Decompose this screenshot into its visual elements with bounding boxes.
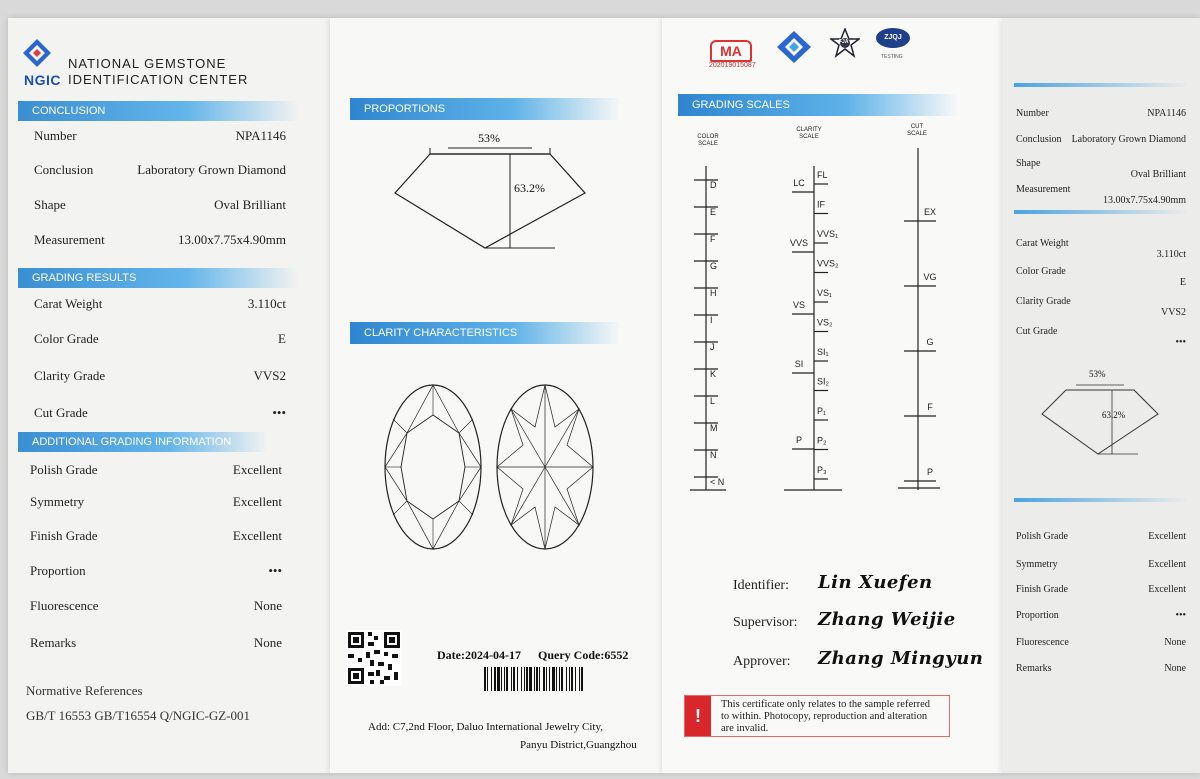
testing-label: TESTING xyxy=(881,54,903,60)
cut-grade-label: P xyxy=(926,467,934,477)
field-value: Oval Brilliant xyxy=(214,197,286,212)
stub-row xyxy=(1016,266,1186,288)
cut-grade-label: EX xyxy=(923,207,937,217)
barcode-bar xyxy=(521,667,522,691)
barcode-bar xyxy=(487,667,488,691)
disclaimer-line1: This certificate only relates to the sample referred xyxy=(721,699,931,710)
conclusion-row xyxy=(34,197,286,213)
additional-row xyxy=(30,462,282,478)
section-grading-results: GRADING RESULTS xyxy=(18,268,298,288)
clarity-group-label: LC xyxy=(793,178,805,188)
clarity-grade-label: P₂ xyxy=(817,435,827,446)
field-label: Shape xyxy=(1016,158,1041,169)
stub-bar-bottom xyxy=(1014,498,1189,502)
grading-row xyxy=(34,296,286,312)
stub-row xyxy=(1016,637,1186,648)
barcode-bar xyxy=(526,667,528,691)
barcode-bar xyxy=(534,667,535,691)
field-value: 13.00x7.75x4.90mm xyxy=(178,232,286,247)
barcode-bar xyxy=(556,667,557,691)
additional-row xyxy=(30,635,282,651)
barcode-bar xyxy=(543,667,545,691)
field-value: 3.110ct xyxy=(247,296,286,311)
barcode-bar xyxy=(497,667,500,691)
barcode-bar xyxy=(484,667,486,691)
additional-row xyxy=(30,563,282,579)
field-label: Color Grade xyxy=(1016,266,1066,277)
clarity-grade-label: P₁ xyxy=(817,406,827,416)
section-grading-scales: GRADING SCALES xyxy=(678,94,958,116)
signature-name: Zhang Weijie xyxy=(818,609,956,630)
stub-row xyxy=(1016,108,1186,119)
zjqj-mark: ZJQJ xyxy=(884,34,902,41)
field-value: E xyxy=(1179,277,1186,288)
barcode-bar xyxy=(494,667,496,691)
field-label: Remarks xyxy=(1016,663,1052,674)
signature-name: Zhang Mingyun xyxy=(818,648,984,669)
clarity-grade-label: P₃ xyxy=(817,465,827,475)
barcode-bar xyxy=(513,667,515,691)
clarity-scale-title: SCALE xyxy=(799,134,819,140)
color-grade-label: F xyxy=(710,234,716,244)
org-name-line2: IDENTIFICATION CENTER xyxy=(68,72,249,87)
fja-mark: FJA xyxy=(839,39,849,45)
color-grade-label: M xyxy=(710,423,718,433)
clarity-group-label: P xyxy=(795,435,803,445)
stub-proportion-diagram xyxy=(1040,378,1160,458)
field-label: Fluorescence xyxy=(30,598,99,613)
warning-icon: ! xyxy=(685,696,711,736)
barcode-bar xyxy=(511,667,512,691)
pavilion-plot-diagram xyxy=(495,383,595,551)
field-value: Excellent xyxy=(1148,584,1186,595)
field-value: Excellent xyxy=(232,494,282,509)
cut-scale-title: SCALE xyxy=(907,131,927,137)
org-name xyxy=(68,56,248,88)
stub-bar-top xyxy=(1014,83,1189,87)
disclaimer-line3: are invalid. xyxy=(721,723,769,734)
ngic-logo-icon xyxy=(22,38,52,68)
org-name-line1: NATIONAL GEMSTONE xyxy=(68,56,227,71)
additional-row xyxy=(30,528,282,544)
field-value: Excellent xyxy=(232,462,282,477)
field-value: ••• xyxy=(1175,610,1186,621)
field-value: Excellent xyxy=(232,528,282,543)
address-line1: Add: C7,2nd Floor, Daluo International Jewelry City, xyxy=(368,721,604,733)
color-grade-label: J xyxy=(710,342,715,352)
field-label: Finish Grade xyxy=(30,528,98,543)
field-label: Carat Weight xyxy=(1016,238,1069,249)
stub-bar-mid xyxy=(1014,210,1189,214)
field-value: Laboratory Grown Diamond xyxy=(137,162,286,177)
field-value: None xyxy=(253,598,282,613)
field-label: Cut Grade xyxy=(34,405,88,420)
stub-row xyxy=(1016,296,1186,318)
field-label: Fluorescence xyxy=(1016,637,1069,648)
grading-row xyxy=(34,368,286,384)
field-label: Carat Weight xyxy=(34,296,103,311)
color-grade-label: K xyxy=(710,369,717,379)
proportion-diagram xyxy=(390,138,590,253)
field-label: Proportion xyxy=(1016,610,1059,621)
barcode-bar xyxy=(581,667,583,691)
field-label: Measurement xyxy=(34,232,105,247)
stub-row xyxy=(1016,184,1186,206)
issue-date: Date:2024-04-17 xyxy=(437,648,521,662)
field-value: VVS2 xyxy=(253,368,286,383)
field-value: None xyxy=(1164,663,1186,674)
color-grade-label: N xyxy=(710,450,717,460)
clarity-group-label: VS xyxy=(792,300,806,310)
zjqj-logo-icon xyxy=(876,28,910,48)
field-label: Color Grade xyxy=(34,331,99,346)
field-label: Measurement xyxy=(1016,184,1071,195)
field-value: None xyxy=(1164,637,1186,648)
conclusion-row xyxy=(34,128,286,144)
address-line2: Panyu District,Guangzhou xyxy=(520,739,637,751)
clarity-group-label: VVS xyxy=(789,238,809,248)
field-label: Clarity Grade xyxy=(1016,296,1071,307)
barcode-bar xyxy=(517,667,518,691)
field-label: Number xyxy=(34,128,77,143)
color-grade-label: D xyxy=(710,180,717,190)
color-scale-title: SCALE xyxy=(698,141,718,147)
cut-grade-label: F xyxy=(927,402,933,412)
stub-depth-percent: 63.2% xyxy=(1102,410,1126,420)
field-label: Proportion xyxy=(30,563,86,578)
clarity-group-label: SI xyxy=(794,359,804,369)
barcode-bar xyxy=(561,667,563,691)
barcode-bar xyxy=(536,667,538,691)
color-grade-label: < N xyxy=(710,477,725,487)
stub-row xyxy=(1016,559,1186,570)
barcode-bar xyxy=(559,667,560,691)
signature-label: Identifier: xyxy=(733,578,789,593)
field-label: Polish Grade xyxy=(30,462,98,477)
cut-grade-label: VG xyxy=(923,272,937,282)
normative-title: Normative References xyxy=(26,683,143,698)
color-grade-label: G xyxy=(710,261,718,271)
stub-table-percent: 53% xyxy=(1089,369,1106,379)
stub-row xyxy=(1016,134,1186,145)
grading-scales-chart xyxy=(675,118,965,498)
barcode-bar xyxy=(491,667,492,691)
field-value: Oval Brilliant xyxy=(1130,169,1186,180)
barcode-bar xyxy=(571,667,573,691)
barcode-icon xyxy=(484,667,630,691)
field-value: None xyxy=(253,635,282,650)
field-label: Number xyxy=(1016,108,1049,119)
field-label: Symmetry xyxy=(1016,559,1058,570)
clarity-grade-label: VVS₁ xyxy=(817,229,839,239)
field-value: ••• xyxy=(268,563,282,578)
color-grade-label: L xyxy=(710,396,716,406)
barcode-bar xyxy=(569,667,570,691)
field-value: ••• xyxy=(1175,337,1186,348)
field-value: E xyxy=(278,331,286,346)
color-grade-label: H xyxy=(710,288,717,298)
field-label: Cut Grade xyxy=(1016,326,1058,337)
conclusion-row xyxy=(34,232,286,248)
field-label: Finish Grade xyxy=(1016,584,1068,595)
crown-plot-diagram xyxy=(383,383,483,551)
cma-logo-icon xyxy=(710,40,752,62)
field-label: Polish Grade xyxy=(1016,531,1068,542)
barcode-bar xyxy=(539,667,540,691)
barcode-bar xyxy=(524,667,525,691)
color-grade-label: E xyxy=(710,207,717,217)
section-clarity-characteristics: CLARITY CHARACTERISTICS xyxy=(350,322,620,344)
stub-row xyxy=(1016,610,1186,621)
clarity-scale-title: CLARITY xyxy=(796,127,822,133)
clarity-grade-label: VVS₂ xyxy=(817,258,839,269)
cma-number: 202019015087 xyxy=(709,62,756,69)
grading-row xyxy=(34,405,286,421)
field-label: Conclusion xyxy=(1016,134,1062,145)
clarity-grade-label: SI₁ xyxy=(817,347,829,357)
section-additional: ADDITIONAL GRADING INFORMATION xyxy=(18,432,268,452)
barcode-bar xyxy=(529,667,532,691)
disclaimer-line2: to within. Photocopy, reproduction and alteration xyxy=(721,711,928,722)
barcode-bar xyxy=(546,667,547,691)
color-scale-title: COLOR xyxy=(697,134,719,140)
section-conclusion: CONCLUSION xyxy=(18,101,298,121)
clarity-grade-label: FL xyxy=(817,170,828,180)
barcode-bar xyxy=(552,667,555,691)
additional-row xyxy=(30,598,282,614)
field-label: Remarks xyxy=(30,635,77,650)
ngic-abbr: NGIC xyxy=(24,72,61,88)
barcode-bar xyxy=(504,667,505,691)
stub-row xyxy=(1016,158,1186,180)
barcode-bar xyxy=(566,667,567,691)
signature-label: Supervisor: xyxy=(733,615,798,630)
diamond-logo-icon xyxy=(776,30,812,64)
stub-row xyxy=(1016,326,1186,348)
cut-grade-label: G xyxy=(926,337,934,347)
field-value: ••• xyxy=(272,405,286,420)
section-proportions: PROPORTIONS xyxy=(350,98,620,120)
field-value: Excellent xyxy=(1148,559,1186,570)
stub-row xyxy=(1016,238,1186,260)
stub-row xyxy=(1016,663,1186,674)
barcode-bar xyxy=(579,667,580,691)
barcode-bar xyxy=(549,667,550,691)
clarity-grade-label: VS₁ xyxy=(817,288,833,298)
field-value: NPA1146 xyxy=(235,128,286,143)
field-value: Laboratory Grown Diamond xyxy=(1071,134,1186,145)
field-label: Symmetry xyxy=(30,494,85,509)
cut-scale-title: CUT xyxy=(910,124,924,130)
stub-row xyxy=(1016,531,1186,542)
field-value: Excellent xyxy=(1148,531,1186,542)
normative-refs: GB/T 16553 GB/T16554 Q/NGIC-GZ-001 xyxy=(26,708,251,723)
conclusion-row xyxy=(34,162,286,178)
signature-label: Approver: xyxy=(733,654,791,669)
field-label: Conclusion xyxy=(34,162,94,177)
field-label: Clarity Grade xyxy=(34,368,106,383)
clarity-grade-label: SI₂ xyxy=(817,376,829,387)
stub-row xyxy=(1016,584,1186,595)
color-grade-label: I xyxy=(710,315,713,325)
disclaimer-text xyxy=(721,699,930,735)
disclaimer-box xyxy=(684,695,950,737)
table-percent: 53% xyxy=(478,131,500,145)
barcode-bar xyxy=(501,667,502,691)
clarity-grade-label: IF xyxy=(817,199,825,210)
depth-percent: 63.2% xyxy=(514,181,545,195)
field-value: NPA1146 xyxy=(1147,108,1186,119)
additional-row xyxy=(30,494,282,510)
field-value: VVS2 xyxy=(1160,307,1186,318)
field-value: 3.110ct xyxy=(1156,249,1186,260)
ma-mark: MA xyxy=(720,43,742,59)
field-value: 13.00x7.75x4.90mm xyxy=(1102,195,1186,206)
barcode-bar xyxy=(575,667,576,691)
signature-name: Lin Xuefen xyxy=(818,572,933,593)
grading-row xyxy=(34,331,286,347)
query-code: Query Code:6552 xyxy=(538,648,629,662)
clarity-grade-label: VS₂ xyxy=(817,317,833,328)
qr-code-icon xyxy=(346,630,402,686)
barcode-bar xyxy=(506,667,508,691)
field-label: Shape xyxy=(34,197,66,212)
